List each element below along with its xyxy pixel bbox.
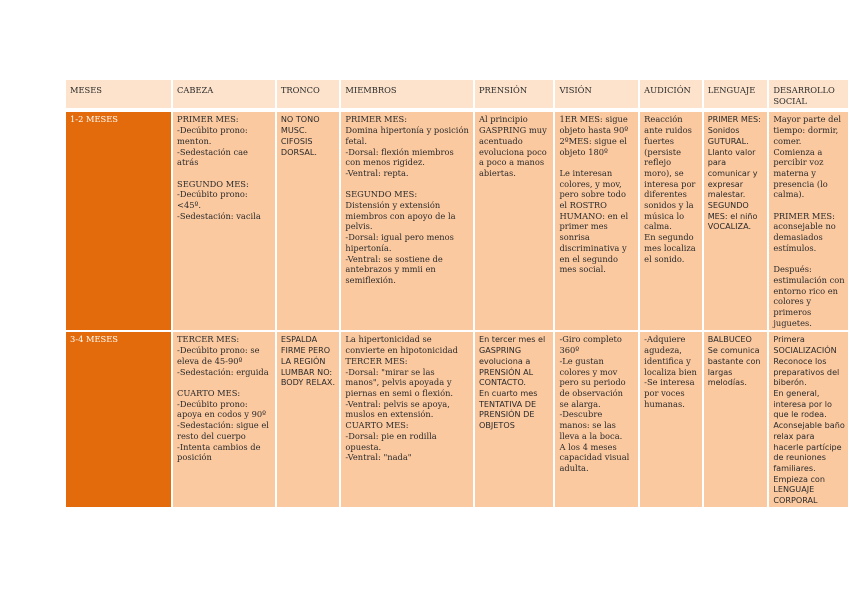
cell-miembros: La hipertonicidad se convierte en hipotonicidad TERCER MES: -Dorsal: "mirar se las manos", pelvis apoyada y piernas en semi o flexión. -Ventral: pelvis se apoya, muslos en extensión. CUARTO MES: -Dorsal: pie en rodilla opuesta. -Ventral: "nada" xyxy=(341,330,473,507)
cell-vision: 1ER MES: sigue objeto hasta 90º 2ºMES: sigue el objeto 180º Le interesan colores, y mov, pero sobre todo el ROSTRO HUMANO: en el primer mes sonrisa discriminativa y en el segundo mes social. xyxy=(555,110,638,330)
cell-audicion: Reacción ante ruidos fuertes (persiste reflejo moro), se interesa por diferentes sonidos y la música lo calma. En segundo mes localiza el sonido. xyxy=(640,110,702,330)
cell-tronco: NO TONO MUSC. CIFOSIS DORSAL. xyxy=(277,110,340,330)
cell-audicion: -Adquiere agudeza, identifica y localiza bien -Se interesa por voces humanas. xyxy=(640,330,702,507)
header-audicion: AUDICIÓN xyxy=(640,80,702,110)
header-desarrollo-social: DESARROLLO SOCIAL xyxy=(769,80,848,110)
header-row xyxy=(66,80,848,110)
table-row xyxy=(66,330,848,507)
cell-tronco: ESPALDA FIRME PERO LA REGIÓN LUMBAR NO: BODY RELAX. xyxy=(277,330,340,507)
cell-cabeza: TERCER MES: -Decúbito prono: se eleva de 45-90º -Sedestación: erguida CUARTO MES: -Decúbito prono: apoya en codos y 90º -Sedestación: sigue el resto del cuerpo -Intenta cambios de posición xyxy=(173,330,275,507)
cell-prension: En tercer mes el GASPRING evoluciona a PRENSIÓN AL CONTACTO. En cuarto mes TENTATIVA DE PRENSIÓN DE OBJETOS xyxy=(475,330,553,507)
row-label: 1-2 MESES xyxy=(66,110,171,330)
table-row xyxy=(66,110,848,330)
cell-prension: Al principio GASPRING muy acentuado evoluciona poco a poco a manos abiertas. xyxy=(475,110,553,330)
cell-miembros: PRIMER MES: Domina hipertonía y posición fetal. -Dorsal: flexión miembros con menos rigidez. -Ventral: repta. SEGUNDO MES: Distensión y extensión miembros con apoyo de la pelvis. -Dorsal: igual pero menos hipertonía. -Ventral: se sostiene de antebrazos y mmii en semiflexión. xyxy=(341,110,473,330)
row-label: 3-4 MESES xyxy=(66,330,171,507)
header-vision: VISIÓN xyxy=(555,80,638,110)
header-cabeza: CABEZA xyxy=(173,80,275,110)
header-lenguaje: LENGUAJE xyxy=(704,80,768,110)
cell-desarrollo-social: Mayor parte del tiempo: dormir, comer. Comienza a percibir voz materna y presencia (lo calma). PRIMER MES: aconsejable no demasiados estímulos. Después: estimulación con entorno rico en colores y primeros juguetes. xyxy=(769,110,848,330)
cell-vision: -Giro completo 360º -Le gustan colores y mov pero su periodo de observación se alarga. -Descubre manos: se las lleva a la boca. A los 4 meses capacidad visual adulta. xyxy=(555,330,638,507)
cell-cabeza: PRIMER MES: -Decúbito prono: menton. -Sedestación cae atrás SEGUNDO MES: -Decúbito prono: <45º. -Sedestación: vacila xyxy=(173,110,275,330)
cell-lenguaje: BALBUCEO Se comunica bastante con largas melodías. xyxy=(704,330,768,507)
cell-desarrollo-social: Primera SOCIALIZACIÓN Reconoce los preparativos del biberón. En general, interesa por lo que le rodea. Aconsejable baño relax para hacerle partícipe de reuniones familiares. Empieza con LENGUAJE CORPORAL xyxy=(769,330,848,507)
header-prension: PRENSIÓN xyxy=(475,80,553,110)
cell-lenguaje: PRIMER MES: Sonidos GUTURAL. Llanto valor para comunicar y expresar malestar. SEGUNDO MES: el niño VOCALIZA. xyxy=(704,110,768,330)
header-tronco: TRONCO xyxy=(277,80,340,110)
header-miembros: MIEMBROS xyxy=(341,80,473,110)
development-table xyxy=(64,80,848,507)
development-table-container xyxy=(64,80,848,507)
header-meses: MESES xyxy=(66,80,171,110)
